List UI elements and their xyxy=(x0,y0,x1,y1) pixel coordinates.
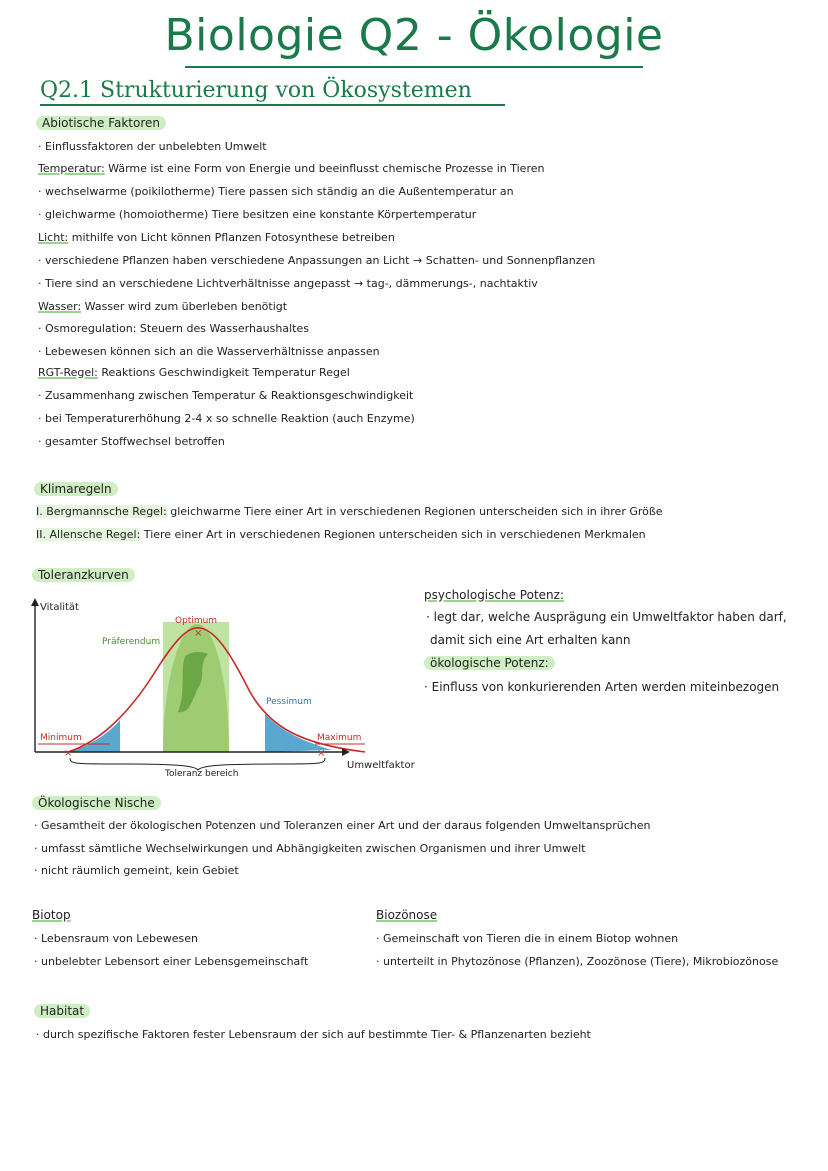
psy-line-1: · legt dar, welche Ausprägung ein Umweltfaktor haben darf, xyxy=(426,610,787,624)
temperature-bullet-1: · wechselwarme (poikilotherme) Tiere passen sich ständig an die Außentemperatur an xyxy=(38,185,514,198)
rgt-text: Reaktions Geschwindigkeit Temperatur Regel xyxy=(97,366,350,379)
optimum-label: Optimum xyxy=(175,616,218,626)
biotop-heading xyxy=(32,908,71,922)
nische-line-2: · umfasst sämtliche Wechselwirkungen und Abhängigkeiten zwischen Organismen und ihrer Umwelt xyxy=(34,842,586,855)
klima-rule-2-label: II. Allensche Regel: xyxy=(36,528,141,541)
temperature-label: Temperatur: xyxy=(38,162,105,175)
light-bullet-1: · verschiedene Pflanzen haben verschiedene Anpassungen an Licht → Schatten- und Sonnenpflanzen xyxy=(38,254,596,267)
nische-heading-text: Ökologische Nische xyxy=(32,796,161,810)
habitat-heading xyxy=(34,1004,90,1018)
maximum-marker: × xyxy=(317,748,326,759)
biozoenose-heading xyxy=(376,908,437,922)
water-label: Wasser: xyxy=(38,300,82,313)
light-text: mithilfe von Licht können Pflanzen Fotosynthese betreiben xyxy=(68,231,395,244)
rgt-bullet-1: · Zusammenhang zwischen Temperatur & Reaktionsgeschwindigkeit xyxy=(38,389,414,402)
praeferendum-label: Präferendum xyxy=(102,637,161,647)
pessimum-label: Pessimum xyxy=(266,697,312,707)
temperature-bullet-2: · gleichwarme (homoiotherme) Tiere besitzen eine konstante Körpertemperatur xyxy=(38,208,477,221)
klima-rule-1 xyxy=(36,505,663,518)
nische-line-1: · Gesamtheit der ökologischen Potenzen und Toleranzen einer Art und der daraus folgenden Umweltansprüchen xyxy=(34,819,651,832)
toleranz-heading-text: Toleranzkurven xyxy=(32,568,135,582)
x-axis-label: Umweltfaktor xyxy=(347,760,415,771)
klima-rule-1-text: gleichwarme Tiere einer Art in verschiedenen Regionen unterscheiden sich in ihrer Größe xyxy=(166,505,663,518)
minimum-marker: × xyxy=(64,748,73,759)
light-line xyxy=(38,231,395,244)
rgt-bullet-3: · gesamter Stoffwechsel betroffen xyxy=(38,435,225,448)
section-underline xyxy=(40,104,505,106)
habitat-line-1: · durch spezifische Faktoren fester Lebensraum der sich auf bestimmte Tier- & Pflanzenarten bezieht xyxy=(36,1028,591,1041)
light-bullet-2: · Tiere sind an verschiedene Lichtverhältnisse angepasst → tag-, dämmerungs-, nachtaktiv xyxy=(38,277,538,290)
nische-line-3: · nicht räumlich gemeint, kein Gebiet xyxy=(34,864,239,877)
psy-heading-text: psychologische Potenz: xyxy=(424,588,564,602)
oeko-heading-text: ökologische Potenz: xyxy=(424,656,555,670)
water-line xyxy=(38,300,287,313)
klima-rule-1-label: I. Bergmannsche Regel: xyxy=(36,505,167,518)
rgt-label: RGT-Regel: xyxy=(38,366,98,379)
minimum-label: Minimum xyxy=(40,733,82,743)
rgt-bullet-2: · bei Temperaturerhöhung 2-4 x so schnelle Reaktion (auch Enzyme) xyxy=(38,412,415,425)
y-axis-arrow xyxy=(31,598,39,606)
title-underline xyxy=(185,66,643,68)
tolerance-curve-diagram xyxy=(20,592,430,792)
maximum-label: Maximum xyxy=(317,733,362,743)
psy-line-2: damit sich eine Art erhalten kann xyxy=(430,633,631,647)
klima-heading-text: Klimaregeln xyxy=(34,482,118,496)
klima-heading xyxy=(34,482,118,496)
water-bullet-1: · Osmoregulation: Steuern des Wasserhaushaltes xyxy=(38,322,309,335)
biotop-heading-text: Biotop xyxy=(32,908,71,922)
page-title: Biologie Q2 - Ökologie xyxy=(164,10,664,61)
biotop-line-1: · Lebensraum von Lebewesen xyxy=(34,932,198,945)
water-bullet-2: · Lebewesen können sich an die Wasserverhältnisse anpassen xyxy=(38,345,380,358)
klima-rule-2 xyxy=(36,528,646,541)
abiotic-heading xyxy=(36,116,166,130)
temperature-line xyxy=(38,162,544,175)
abiotic-heading-text: Abiotische Faktoren xyxy=(36,116,166,130)
toleranz-heading xyxy=(32,568,135,582)
oeko-line-1: · Einfluss von konkurierenden Arten werden miteinbezogen xyxy=(424,680,780,694)
nische-heading xyxy=(32,796,161,810)
abiotic-intro: · Einflussfaktoren der unbelebten Umwelt xyxy=(38,140,267,153)
optimum-marker: × xyxy=(194,628,203,639)
section-title: Q2.1 Strukturierung von Ökosystemen xyxy=(40,78,472,103)
rgt-line xyxy=(38,366,350,379)
temperature-text: Wärme ist eine Form von Energie und beeinflusst chemische Prozesse in Tieren xyxy=(104,162,545,175)
habitat-heading-text: Habitat xyxy=(34,1004,90,1018)
y-axis-label: Vitalität xyxy=(40,602,79,613)
oeko-heading xyxy=(424,656,555,670)
biotop-line-2: · unbelebter Lebensort einer Lebensgemeinschaft xyxy=(34,955,309,968)
toleranzbereich-label: Toleranz bereich xyxy=(165,769,239,779)
water-text: Wasser wird zum überleben benötigt xyxy=(81,300,288,313)
psy-heading xyxy=(424,588,564,602)
light-label: Licht: xyxy=(38,231,69,244)
biozoenose-heading-text: Biozönose xyxy=(376,908,438,922)
biozoenose-line-1: · Gemeinschaft von Tieren die in einem Biotop wohnen xyxy=(376,932,679,945)
biozoenose-line-2: · unterteilt in Phytozönose (Pflanzen), Zoozönose (Tiere), Mikrobiozönose xyxy=(376,955,779,968)
klima-rule-2-text: Tiere einer Art in verschiedenen Regionen unterscheiden sich in verschiedenen Merkmalen xyxy=(140,528,646,541)
